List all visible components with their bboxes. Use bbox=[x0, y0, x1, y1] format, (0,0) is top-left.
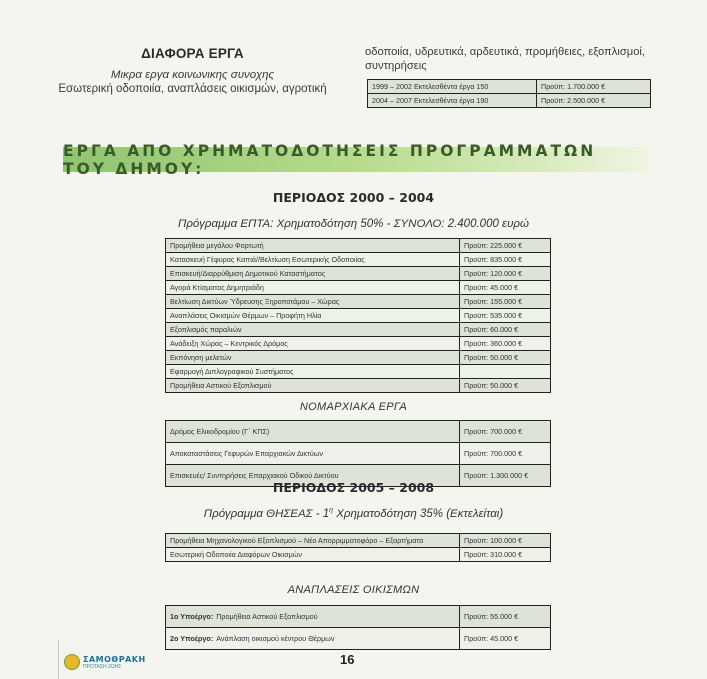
table-cell-cost: Προϋπ: 120.000 € bbox=[460, 267, 551, 281]
table-cell-desc: Εκπόνηση μελετών bbox=[166, 351, 460, 365]
table-row bbox=[166, 309, 551, 323]
table-row bbox=[166, 534, 551, 548]
table-cell-cost: Προϋπ: 225.000 € bbox=[460, 239, 551, 253]
top-left-block bbox=[40, 46, 345, 95]
table-cell-cost: Προϋπ: 60.000 € bbox=[460, 323, 551, 337]
epta-projects-table bbox=[165, 238, 551, 393]
table-row bbox=[166, 295, 551, 309]
table-cell-cost: Προϋπ: 2.500.000 € bbox=[537, 94, 651, 108]
table-cell-desc: 2004 – 2007 Εκτελεσθέντα έργα 190 bbox=[368, 94, 537, 108]
table-cell-cost: Προϋπ: 1.300.000 € bbox=[460, 465, 551, 487]
table-row bbox=[166, 267, 551, 281]
table-row bbox=[166, 365, 551, 379]
table-cell-cost: Προϋπ: 535.000 € bbox=[460, 309, 551, 323]
section-heading-anaplaseis: ΑΝΑΠΛΑΣΕΙΣ ΟΙΚΙΣΜΩΝ bbox=[287, 584, 420, 596]
table-row bbox=[166, 351, 551, 365]
table-cell-cost: Προϋπ: 310.000 € bbox=[460, 548, 551, 562]
table-cell-desc: Εσωτερική Οδοποιία Διαφόρων Οικισμών bbox=[166, 548, 460, 562]
table-cell-cost: Προϋπ: 50.000 € bbox=[460, 379, 551, 393]
table-row bbox=[166, 548, 551, 562]
table-cell-desc: Προμήθεια Μηχανολογικού Εξοπλισμού – Νέο Απορριμματοφόρο – Εξαρτήματα bbox=[166, 534, 460, 548]
table-cell-desc: Προμήθεια μεγάλου Φορτωτή bbox=[166, 239, 460, 253]
table-row bbox=[166, 337, 551, 351]
table-row bbox=[166, 239, 551, 253]
table-cell-desc bbox=[166, 606, 460, 628]
period-heading-1: ΠΕΡΙΟΔΟΣ 2000 – 2004 bbox=[272, 190, 435, 205]
section-heading-nomarchiaka: ΝΟΜΑΡΧΙΑΚΑ ΕΡΓΑ bbox=[299, 401, 408, 413]
table-cell-desc: Αγορά Κτίσματος Δημητριάδη bbox=[166, 281, 460, 295]
footer-divider bbox=[58, 640, 59, 679]
table-cell-cost: Προϋπ: 50.000 € bbox=[460, 351, 551, 365]
table-cell-desc: Προμήθεια Αστικού Εξοπλισμού bbox=[166, 379, 460, 393]
table-cell-desc: Αποκαταστάσεις Γεφυρών Επαρχιακών Δικτύων bbox=[166, 443, 460, 465]
table-cell-desc: Δρόμος Ελικοδρομίου (Γ΄ ΚΠΣ) bbox=[166, 421, 460, 443]
table-cell-cost: Προϋπ: 55.000 € bbox=[460, 606, 551, 628]
table-cell-cost: Προϋπ: 360.000 € bbox=[460, 337, 551, 351]
subproject-desc: Προμήθεια Αστικού Εξοπλισμού bbox=[216, 612, 318, 621]
table-cell-desc bbox=[166, 628, 460, 650]
small-works-table bbox=[367, 79, 651, 108]
banner-title: ΕΡΓΑ ΑΠΟ ΧΡΗΜΑΤΟΔΟΤΗΣΕΙΣ ΠΡΟΓΡΑΜΜΑΤΩΝ ΤΟΥ ΔΗΜΟΥ: bbox=[63, 141, 597, 178]
table-row bbox=[166, 628, 551, 650]
prefecture-projects-table bbox=[165, 420, 551, 487]
table-cell-cost: Προϋπ: 700.000 € bbox=[460, 421, 551, 443]
table-row bbox=[166, 281, 551, 295]
subproject-label: 1ο Υποέργο: bbox=[170, 612, 214, 621]
samothraki-logo bbox=[64, 654, 146, 670]
table-cell-desc: Εξοπλισμός παραλιών bbox=[166, 323, 460, 337]
table-cell-desc: 1999 – 2002 Εκτελεσθέντα έργα 150 bbox=[368, 80, 537, 94]
program-heading-2: Πρόγραμμα ΘΗΣΕΑΣ - $1^\eta$ Χρηματοδότηση 35% (Εκτελείται) bbox=[203, 507, 504, 520]
logo-emblem-icon bbox=[64, 654, 80, 670]
section-description: Εσωτερική οδοποιία, αναπλάσεις οικισμών, αγροτική bbox=[58, 83, 327, 95]
table-row bbox=[166, 379, 551, 393]
table-cell-cost: Προϋπ: 45.000 € bbox=[460, 628, 551, 650]
table-cell-cost: Προϋπ: 835.000 € bbox=[460, 253, 551, 267]
page-number: 16 bbox=[340, 652, 355, 667]
description-line-2: συντηρήσεις bbox=[365, 60, 427, 72]
table-row bbox=[368, 94, 651, 108]
settlement-redevelopment-table bbox=[165, 605, 551, 650]
period-heading-2: ΠΕΡΙΟΔΟΣ 2005 – 2008 bbox=[272, 480, 435, 495]
table-cell-cost: Προϋπ: 100.000 € bbox=[460, 534, 551, 548]
description-line-1: οδοποιία, υδρευτικά, αρδευτικά, προμήθειες, εξοπλισμοί, bbox=[365, 46, 646, 58]
table-row bbox=[166, 421, 551, 443]
table-row bbox=[166, 443, 551, 465]
table-row bbox=[166, 323, 551, 337]
table-cell-desc: Εφαρμογή Διπλογραφικού Συστήματος bbox=[166, 365, 460, 379]
table-cell-desc: Επισκευή/Διαρρύθμιση Δημοτικού Καταστήματος bbox=[166, 267, 460, 281]
subproject-desc: Ανάπλαση οικισμού κέντρου Θέρμων bbox=[216, 634, 335, 643]
table-cell-cost: Προϋπ: 45.000 € bbox=[460, 281, 551, 295]
table-row bbox=[166, 253, 551, 267]
table-cell-desc: Επισκευές/ Συντηρήσεις Επαρχιακού Οδικού Δικτύου bbox=[166, 465, 460, 487]
table-cell-cost bbox=[460, 365, 551, 379]
section-heading: ΔΙΑΦΟΡΑ ΕΡΓΑ bbox=[141, 46, 244, 61]
table-row bbox=[368, 80, 651, 94]
section-banner bbox=[63, 141, 648, 178]
table-cell-desc: Βελτίωση Δικτύων Ύδρευσης Ξηροποτάμου – Χώρας bbox=[166, 295, 460, 309]
logo-subtext: ΠΡΟΤΑΣΗ ΖΩΗΣ bbox=[83, 663, 122, 670]
program-heading-1: Πρόγραμμα ΕΠΤΑ: Χρηματοδότηση 50% - ΣΥΝΟΛΟ: 2.400.000 ευρώ bbox=[178, 218, 529, 230]
table-row bbox=[166, 606, 551, 628]
thiseas-projects-table bbox=[165, 533, 551, 562]
table-cell-cost: Προϋπ: 700.000 € bbox=[460, 443, 551, 465]
top-right-block bbox=[365, 45, 650, 73]
table-cell-desc: Ανάδειξη Χώρας – Κεντρικός Δρόμος bbox=[166, 337, 460, 351]
section-subheading: Μικρα εργα κοινωνικης συνοχης bbox=[110, 69, 275, 81]
logo-text: ΣΑΜΟΘΡΑΚΗ bbox=[83, 654, 146, 664]
table-cell-desc: Αναπλάσεις Οικισμών Θέρμων – Προφήτη Ηλία bbox=[166, 309, 460, 323]
subproject-label: 2ο Υποέργο: bbox=[170, 634, 214, 643]
table-cell-desc: Κατασκευή Γέφυρας Καπιά//Βελτίωση Εσωτερικής Οδοποιίας bbox=[166, 253, 460, 267]
table-cell-cost: Προϋπ: 1.700.000 € bbox=[537, 80, 651, 94]
table-cell-cost: Προϋπ: 155.000 € bbox=[460, 295, 551, 309]
